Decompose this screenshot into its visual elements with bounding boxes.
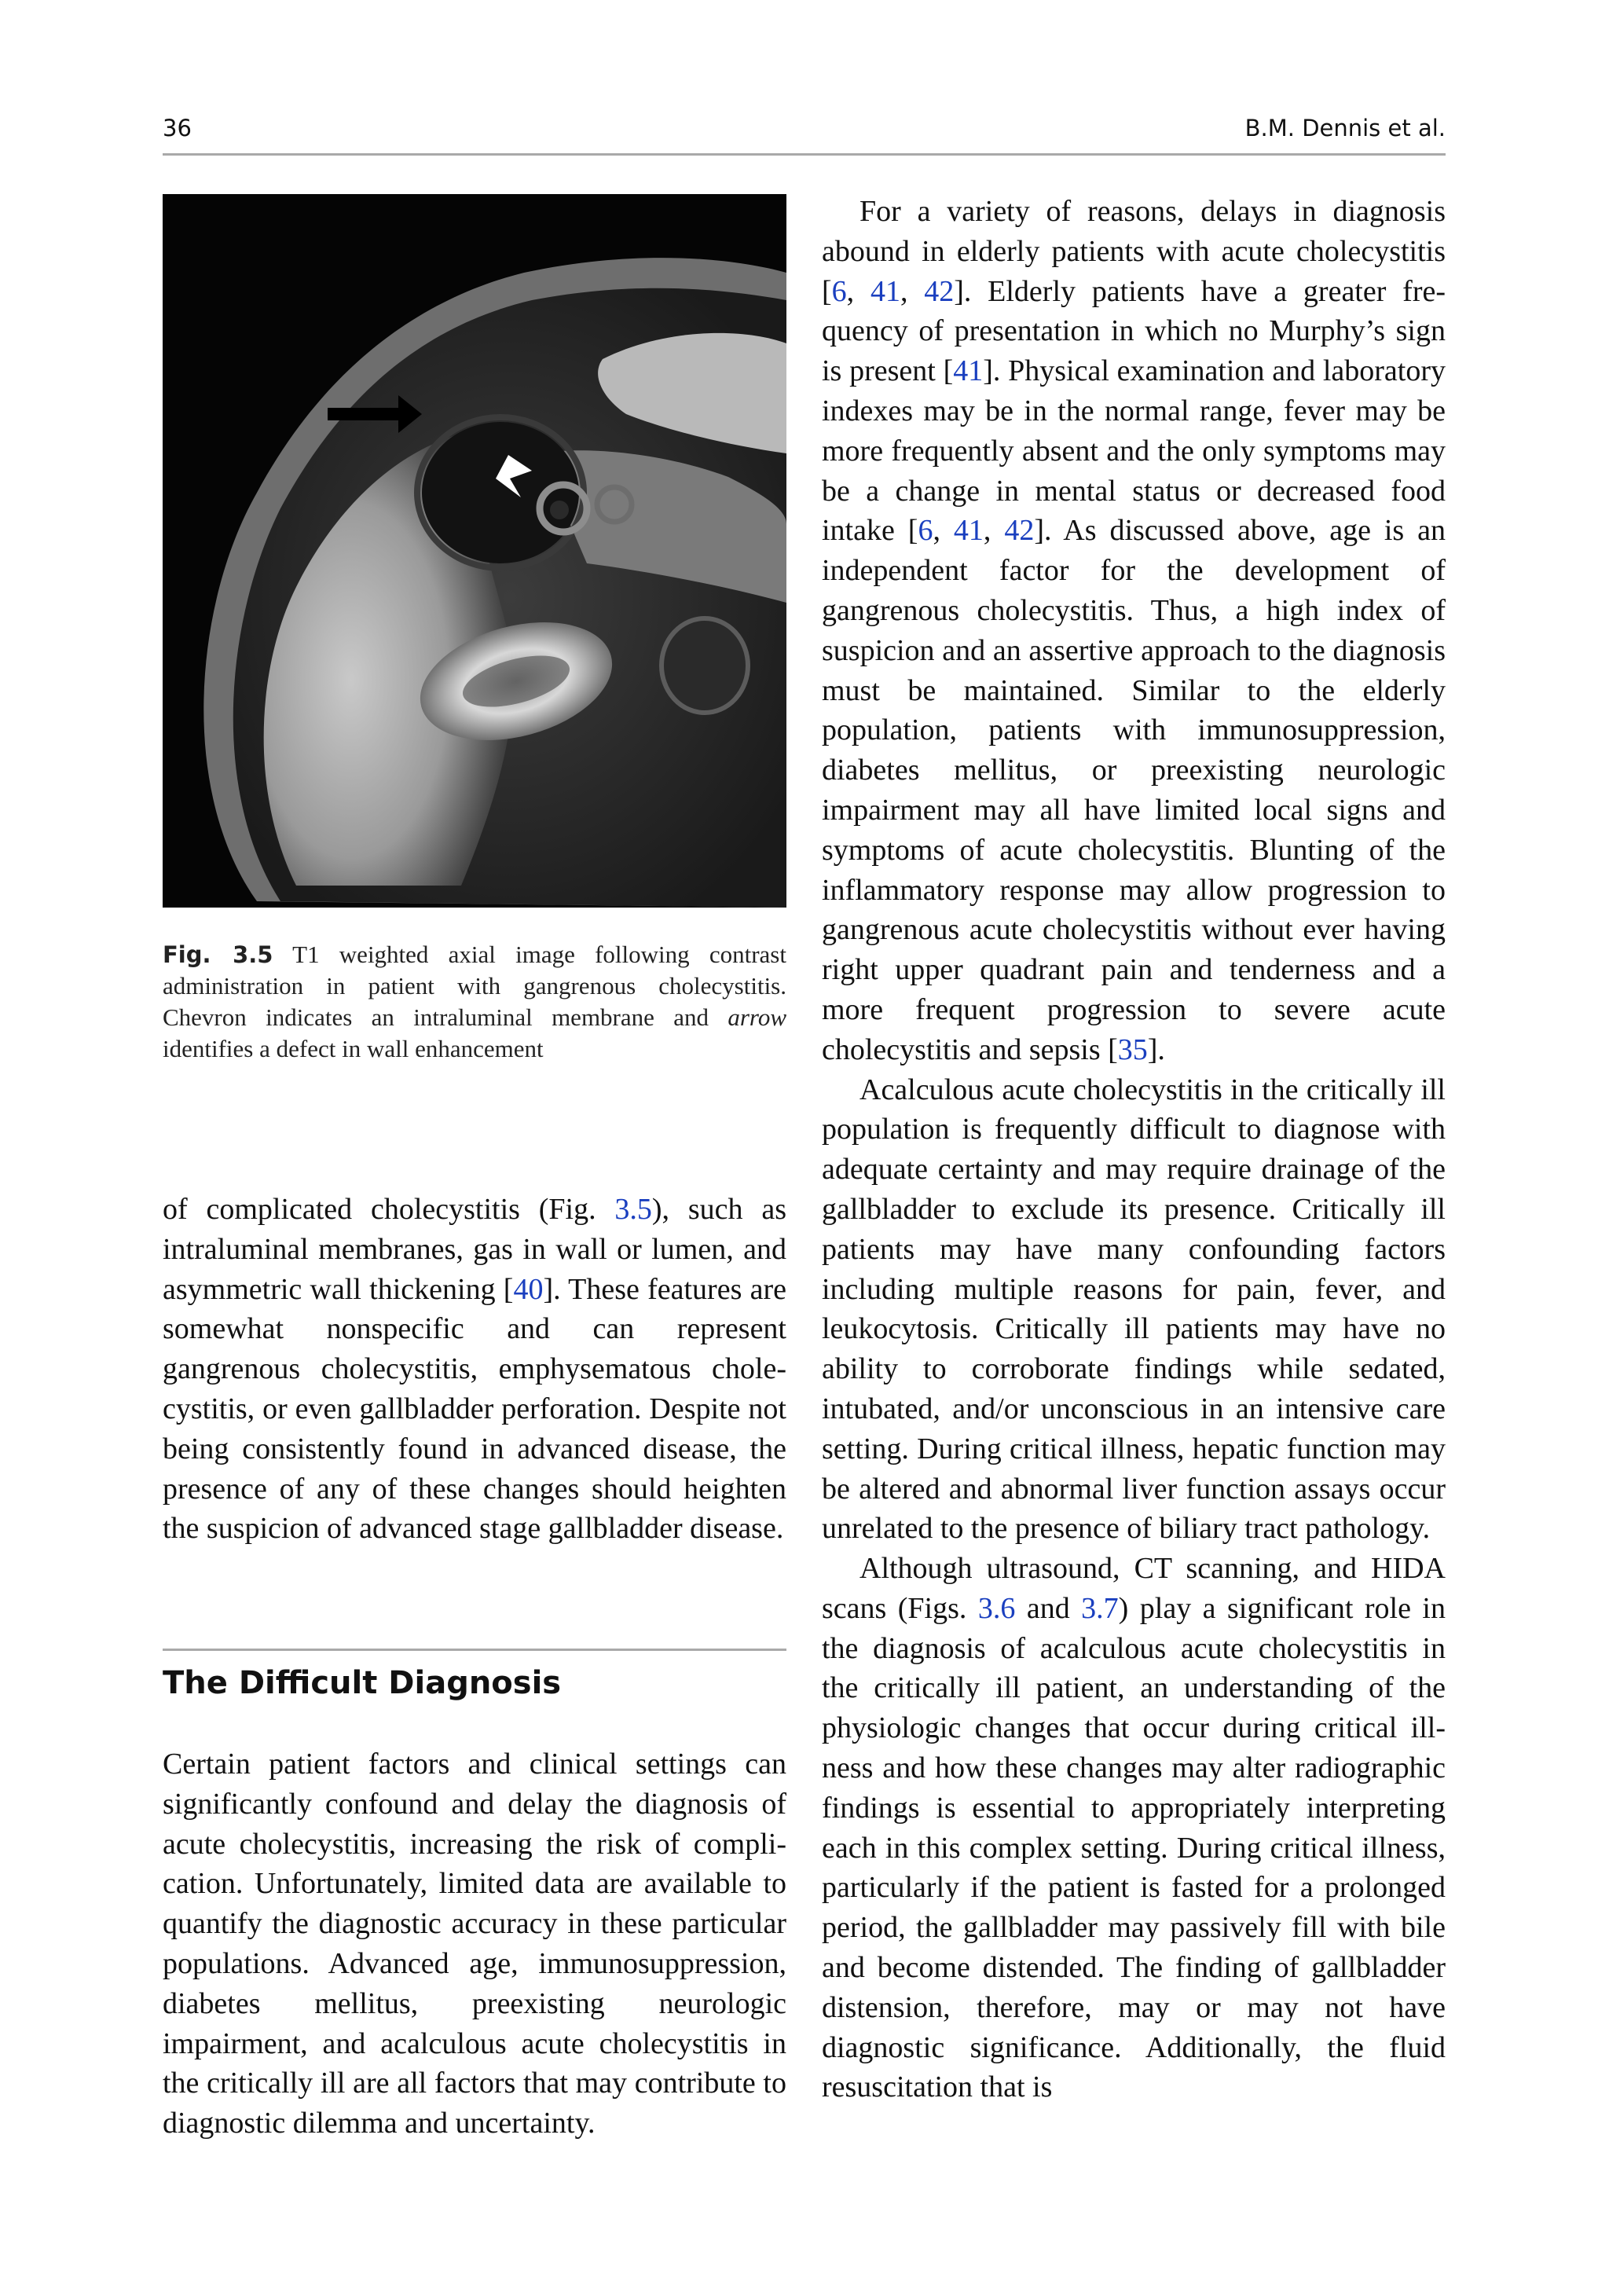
- citation-link[interactable]: 3.7: [1081, 1591, 1119, 1625]
- paragraph: of complicated cholecystitis (Fig. 3.5), such as intraluminal membranes, gas in wall or lumen, and asymmetric wall thickening [40]. These features are somewhat nonspecific and can represent gangrenous cholecystitis, emphysematous cholecystitis, or even gallbladder perforation. Despite not being consistently found in advanced disease, the presence of any of these changes should heighten the suspicion of advanced stage gallbladder disease.: [163, 1193, 786, 1546]
- mri-axial-scan: [163, 194, 786, 908]
- paragraph: Although ultrasound, CT scanning, and HIDA scans (Figs. 3.6 and 3.7) play a significant role in the diagnosis of acalculous acute cholecystitis in the critically ill patient, an understanding of the physiologic changes that occur during critical illness and how these changes may alter radiographic findings is essential to appropriately interpreting each in this complex setting. During critical illness, particularly if the patient is fasted for a prolonged period, the gallbladder may passively fill with bile and become distended. The finding of gallbladder distension, therefore, may or may not have diagnostic significance. Additionally, the fluid resuscitation that is: [822, 1552, 1446, 2104]
- citation-link[interactable]: 35: [1117, 1032, 1148, 1066]
- left-body-text: [163, 1190, 786, 1549]
- citation-link[interactable]: 40: [513, 1272, 544, 1306]
- figure-label: Fig. 3.5: [163, 941, 273, 968]
- paragraph: For a variety of reasons, delays in diagnosis abound in elderly patients with acute cholecystitis [6, 41, 42]. Elderly patients have a greater frequency of presentation in which no Murphy’s sign is present [41]. Physical examination and laboratory indexes may be in the normal range, fever may be more frequently absent and the only symptoms may be a change in mental status or decreased food intake [6, 41, 42]. As discussed above, age is an independent factor for the development of gangrenous cholecystitis. Thus, a high index of suspicion and an assertive approach to the diagnosis must be maintained. Similar to the elderly population, patients with immunosuppression, diabetes mellitus, or preexisting neurologic impairment may all have limited local signs and symptoms of acute cholecystitis. Blunting of the inflammatory response may allow progression to gangrenous acute cholecystitis without ever having right upper quadrant pain and tenderness and a more frequent progression to severe acute cholecystitis and sepsis [35].: [822, 195, 1446, 1066]
- left-body-text-2: [163, 1744, 786, 2144]
- caption-italic: arrow: [728, 1003, 786, 1031]
- paragraph: Acalculous acute cholecystitis in the critically ill population is frequently difficult to diagnose with adequate certainty and may require drainage of the gallbladder to exclude its presence. Critically ill patients may have many confounding factors including multiple reasons for pain, fever, and leukocytosis. Critically ill patients may have no ability to corroborate findings while sedated, intubated, and/or unconscious in an intensive care setting. During critical illness, hepatic function may be altered and abnormal liver function assays occur unrelated to the presence of biliary tract pathology.: [822, 1073, 1446, 1546]
- citation-link[interactable]: 42: [1004, 514, 1035, 548]
- running-header: [163, 110, 1446, 157]
- right-body-text: [822, 192, 1446, 2107]
- citation-link[interactable]: 3.6: [977, 1591, 1016, 1625]
- citation-link[interactable]: 42: [924, 274, 955, 308]
- citation-link[interactable]: 3.5: [614, 1193, 652, 1226]
- page-number: 36: [163, 115, 192, 141]
- figure-caption: [163, 939, 786, 1065]
- paragraph: Certain patient factors and clinical settings can significantly confound and delay the diagnosis of acute cholecystitis, increasing the risk of complication. Unfortunately, limited data are available to quantify the diagnostic accuracy in these particular populations. Advanced age, immunosuppression, diabetes mellitus, preexisting neurologic impairment, and acalculous acute cholecystitis in the critically ill are all factors that may contribute to diagnostic dilemma and uncertainty.: [163, 1748, 786, 2140]
- caption-text-1: T1 weighted axial image following contrast administration in patient with gangrenous cholecystitis. Chevron indicates an intraluminal membrane and: [163, 941, 786, 1031]
- citation-link[interactable]: 41: [953, 354, 984, 388]
- section-heading: The Difficult Diagnosis: [163, 1665, 562, 1701]
- section-rule: [163, 1649, 786, 1651]
- citation-link[interactable]: 6: [918, 514, 933, 548]
- citation-link[interactable]: 6: [831, 274, 847, 308]
- citation-link[interactable]: 41: [953, 514, 984, 548]
- mri-figure-image: [163, 194, 786, 908]
- caption-text-2: identifies a defect in wall enhancement: [163, 1035, 544, 1062]
- running-head-authors: B.M. Dennis et al.: [1244, 115, 1446, 141]
- citation-link[interactable]: 41: [870, 274, 900, 308]
- header-rule: [163, 153, 1446, 156]
